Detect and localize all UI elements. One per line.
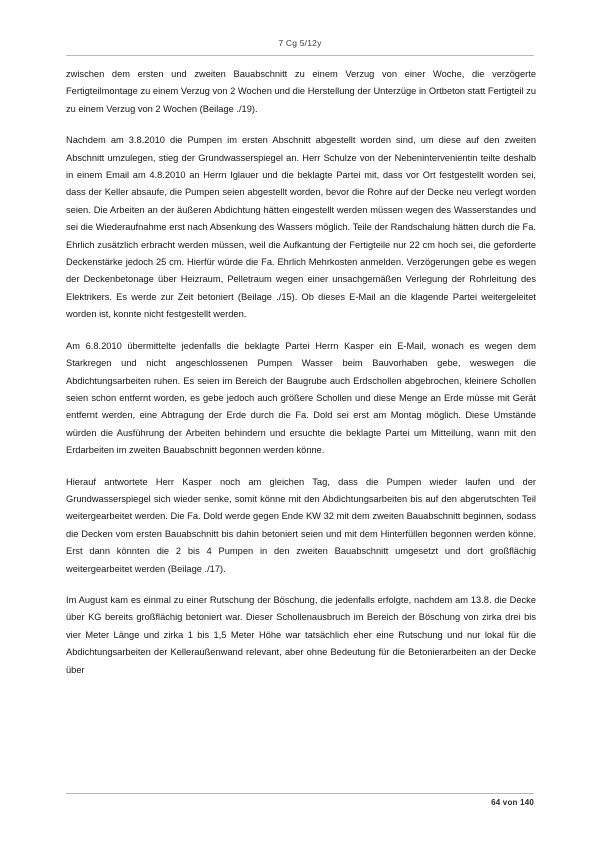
footer-divider — [66, 793, 534, 794]
page-number: 64 von 140 — [491, 798, 534, 807]
body-paragraph: Hierauf antwortete Herr Kasper noch am gleichen Tag, dass die Pumpen wieder laufen und der Grundwasserspiegel sich wieder senke, somit könne mit den Abdichtungsarbeiten bis auf den abgerutschten Teil weitergearbeitet werden. Die Fa. Dold werde gegen Ende KW 32 mit dem zweiten Bauabschnitt beginnen, sodass die Decken vom ersten Bauabschnitt bis dahin betoniert seien und mit dem Hinterfüllen begonnen werden könne. Erst dann könnten die 2 bis 4 Pumpen in den zweiten Bauabschnitt umgesetzt und dort großflächig weitergearbeitet werden (Beilage ./17). — [66, 476, 536, 574]
body-paragraph: zwischen dem ersten und zweiten Bauabschnitt zu einem Verzug von einer Woche, die verzögerte Fertigteilmontage zu einem Verzug von 2 Wochen und die Herstellung der Unterzüge in Ortbeton statt Fertigteil zu zu einem Verzug von 2 Wochen (Beilage ./19). — [66, 69, 536, 114]
document-body — [66, 66, 536, 679]
case-number: 7 Cg 5/12y — [278, 38, 322, 48]
header-divider — [66, 55, 534, 56]
page-header — [66, 38, 534, 58]
body-paragraph: Am 6.8.2010 übermittelte jedenfalls die beklagte Partei Herrn Kasper ein E-Mail, wonach es wegen dem Starkregen und nicht angeschlossenen Pumpen Wasser beim Bauvorhaben gebe, weswegen die Abdichtungsarbeiten ruhen. Es seien im Bereich der Baugrube auch Erdschollen abgebrochen, kleinere Schollen seien schon entfernt worden, es gebe jedoch auch größere Schollen und diese Menge an Erde müsse mit Gerät entfernt werden, eine Abtragung der Erde durch die Fa. Dold sei erst am Montag möglich. Diese Umstände würden die Ausführung der Arbeiten behindern und ersuchte die beklagte Partei um Mitteilung, wann mit den Erdarbeiten im zweiten Bauabschnitt begonnen werden könne. — [66, 340, 536, 456]
body-paragraph: Nachdem am 3.8.2010 die Pumpen im ersten Abschnitt abgestellt worden sind, um diese auf den zweiten Abschnitt umzulegen, stieg der Grundwasserspiegel an. Herr Schulze von der Nebenintervenientin teilte deshalb in einem Email am 4.8.2010 an Herrn Iglauer und die beklagte Partei mit, dass vor Ort festgestellt worden sei, dass der Keller absaufe, die Pumpen seien abgestellt worden, bevor die Rohre auf der Decke neu verlegt worden seien. Die Arbeiten an der äußeren Abdichtung hätten eingestellt werden müssen wegen des Wasserstandes und sei die Wiederaufnahme erst nach Absenkung des Wassers möglich. Teile der Randschalung hätten durch die Fa. Ehrlich zusätzlich erbracht werden müssen, weil die Aufkantung der Fertigteile nur 22 cm hoch sei, die geforderte Deckenstärke jedoch 25 cm. Hierfür würde die Fa. Ehrlich Mehrkosten anmelden. Verzögerungen gebe es wegen der Deckenbetonage über Heizraum, Pelletraum wegen einer unsachgemäßen Verlegung der Rohrleitung des Elektrikers. Es werde zur Zeit betoniert (Beilage ./15). Ob dieses E-Mail an die klagende Partei weitergeleitet worden ist, konnte nicht festgestellt werden. — [66, 135, 536, 320]
body-paragraph: Im August kam es einmal zu einer Rutschung der Böschung, die jedenfalls erfolgte, nachdem am 13.8. die Decke über KG bereits großflächig betoniert war. Dieser Schollenausbruch im Bereich der Böschung von zirka drei bis vier Meter Länge und zirka 1 bis 1,5 Meter Höhe war tatsächlich eher eine Rutschung und nur lokal für die Abdichtungsarbeiten der Kelleraußenwand relevant, aber ohne Bedeutung für die Betonierarbeiten an der Decke über — [66, 594, 536, 675]
page-footer — [66, 793, 534, 815]
